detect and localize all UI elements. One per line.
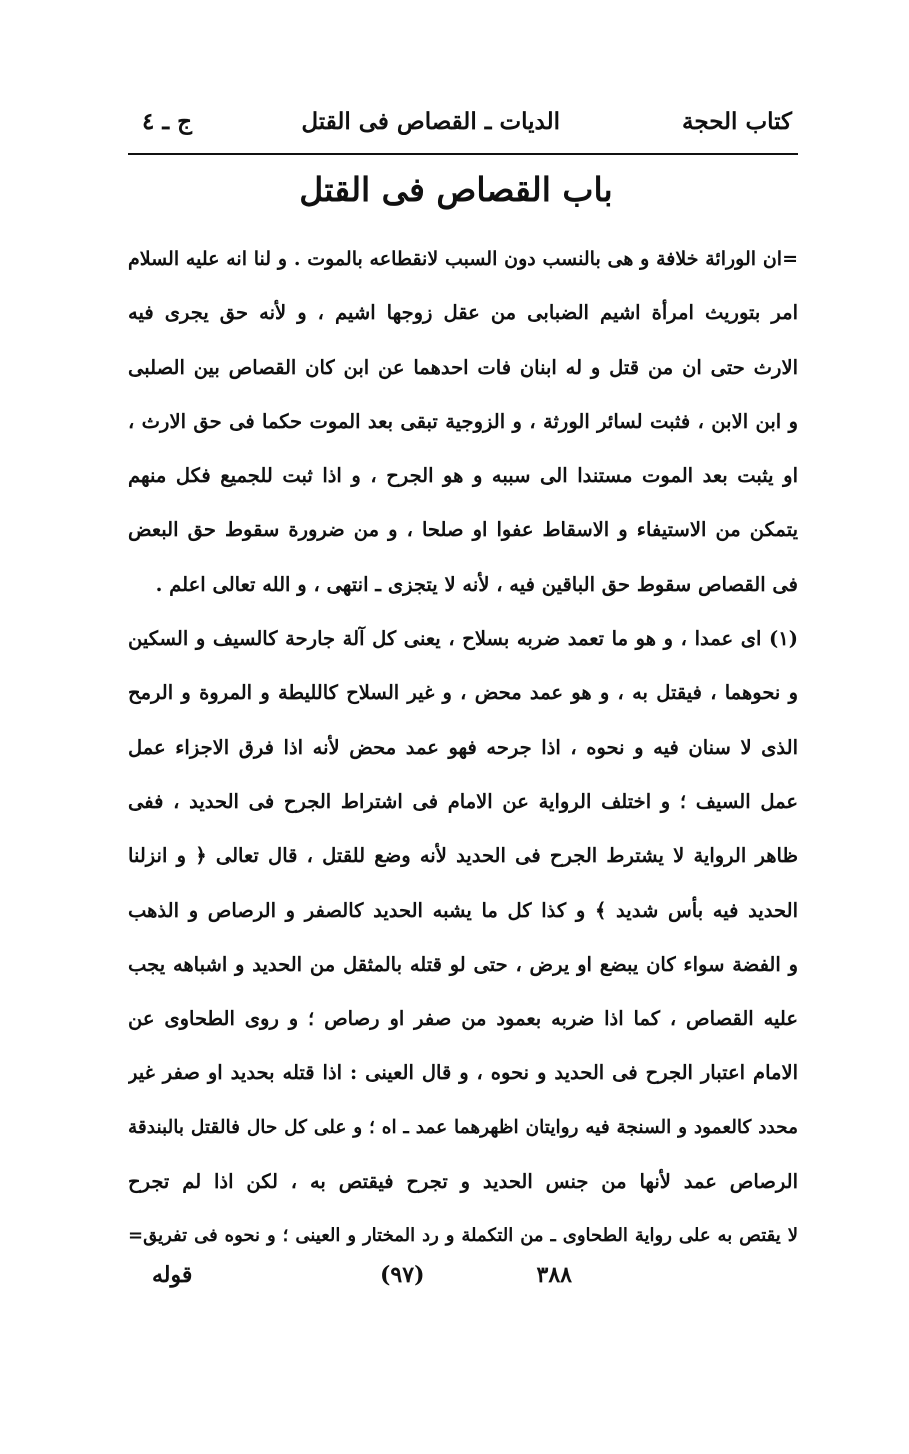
text-line: و ابن الابن ، فثبت لسائر الورثة ، و الزوجية تبقى بعد الموت حكما فى حق الارث ، bbox=[128, 409, 798, 433]
text-line: الارث حتى ان من قتل و له ابنان فات احدهما عن ابن كان القصاص بين الصلبى bbox=[128, 355, 798, 379]
body-text bbox=[128, 232, 798, 1264]
page-footer bbox=[120, 1262, 792, 1302]
footnote-line: ظاهر الرواية لا يشترط الجرح فى الحديد لأنه وضع للقتل ، قال تعالى ﴿ و انزلنا bbox=[128, 844, 798, 868]
footnote-line: (١) اى عمدا ، و هو ما تعمد ضربه بسلاح ، يعنى كل آلة جارحة كالسيف و السكين bbox=[128, 627, 798, 651]
footnote-line: عليه القصاص ، كما اذا ضربه بعمود من صفر او رصاص ؛ و روى الطحاوى عن bbox=[128, 1007, 798, 1031]
footnote-line: محدد كالعمود و السنجة فيه روايتان اظهرهما عمد ـ اه ؛ و على كل حال فالقتل بالبندقة bbox=[128, 1116, 798, 1138]
footnote-line: لا يقتص به على رواية الطحاوى ـ من التكملة و رد المختار و العينى ؛ و نحوه فى تفريق= bbox=[128, 1225, 798, 1247]
footnote-line: الحديد فيه بأس شديد ﴾ و كذا كل ما يشبه الحديد كالصفر و الرصاص و الذهب bbox=[128, 898, 798, 922]
text-line: فى القصاص سقوط حق الباقين فيه ، لأنه لا يتجزى ـ انتهى ، و الله تعالى اعلم . bbox=[155, 572, 798, 596]
catchword: قوله bbox=[152, 1262, 193, 1288]
header-book-title: كتاب الحجة bbox=[682, 108, 792, 135]
footnote-line: الامام اعتبار الجرح فى الحديد و نحوه ، و قال العينى : اذا قتله بحديد او صفر غير bbox=[128, 1061, 798, 1085]
running-header bbox=[120, 108, 792, 150]
header-rule bbox=[128, 153, 798, 155]
text-line: =ان الورائة خلافة و هى بالنسب دون السبب لانقطاعه بالموت . و لنا انه عليه السلام bbox=[128, 248, 798, 270]
header-topic: الديات ـ القصاص فى القتل bbox=[301, 108, 560, 135]
footnote-line: و نحوهما ، فيقتل به ، و هو عمد محض ، و غير السلاح كالليطة و المروة و الرمح bbox=[128, 681, 798, 705]
text-line: يتمكن من الاستيفاء و الاسقاط عفوا او صلحا ، و من ضرورة سقوط حق البعض bbox=[128, 518, 798, 542]
footnote-line: الرصاص عمد لأنها من جنس الحديد و تجرح فيقتص به ، لكن اذا لم تجرح bbox=[128, 1170, 798, 1194]
footnote-line: عمل السيف ؛ و اختلف الرواية عن الامام فى اشتراط الجرح فى الحديد ، ففى bbox=[128, 789, 798, 813]
page-number: ٣٨٨ bbox=[536, 1262, 572, 1288]
text-line: او يثبت بعد الموت مستندا الى سببه و هو الجرح ، و اذا ثبت للجميع فكل منهم bbox=[128, 464, 798, 488]
chapter-title: باب القصاص فى القتل bbox=[299, 170, 613, 209]
signature-mark: (٩٧) bbox=[380, 1262, 425, 1288]
footnote-line: و الفضة سواء كان يبضع او يرض ، حتى لو قتله بالمثقل من الحديد و اشباهه يجب bbox=[128, 952, 798, 976]
footnote-line: الذى لا سنان فيه و نحوه ، اذا جرحه فهو عمد محض لأنه اذا فرق الاجزاء عمل bbox=[128, 735, 798, 759]
text-line: امر بتوريث امرأة اشيم الضبابى من عقل زوجها اشيم ، و لأنه حق يجرى فيه bbox=[128, 301, 798, 325]
header-volume: ج ـ ٤ bbox=[142, 108, 192, 135]
